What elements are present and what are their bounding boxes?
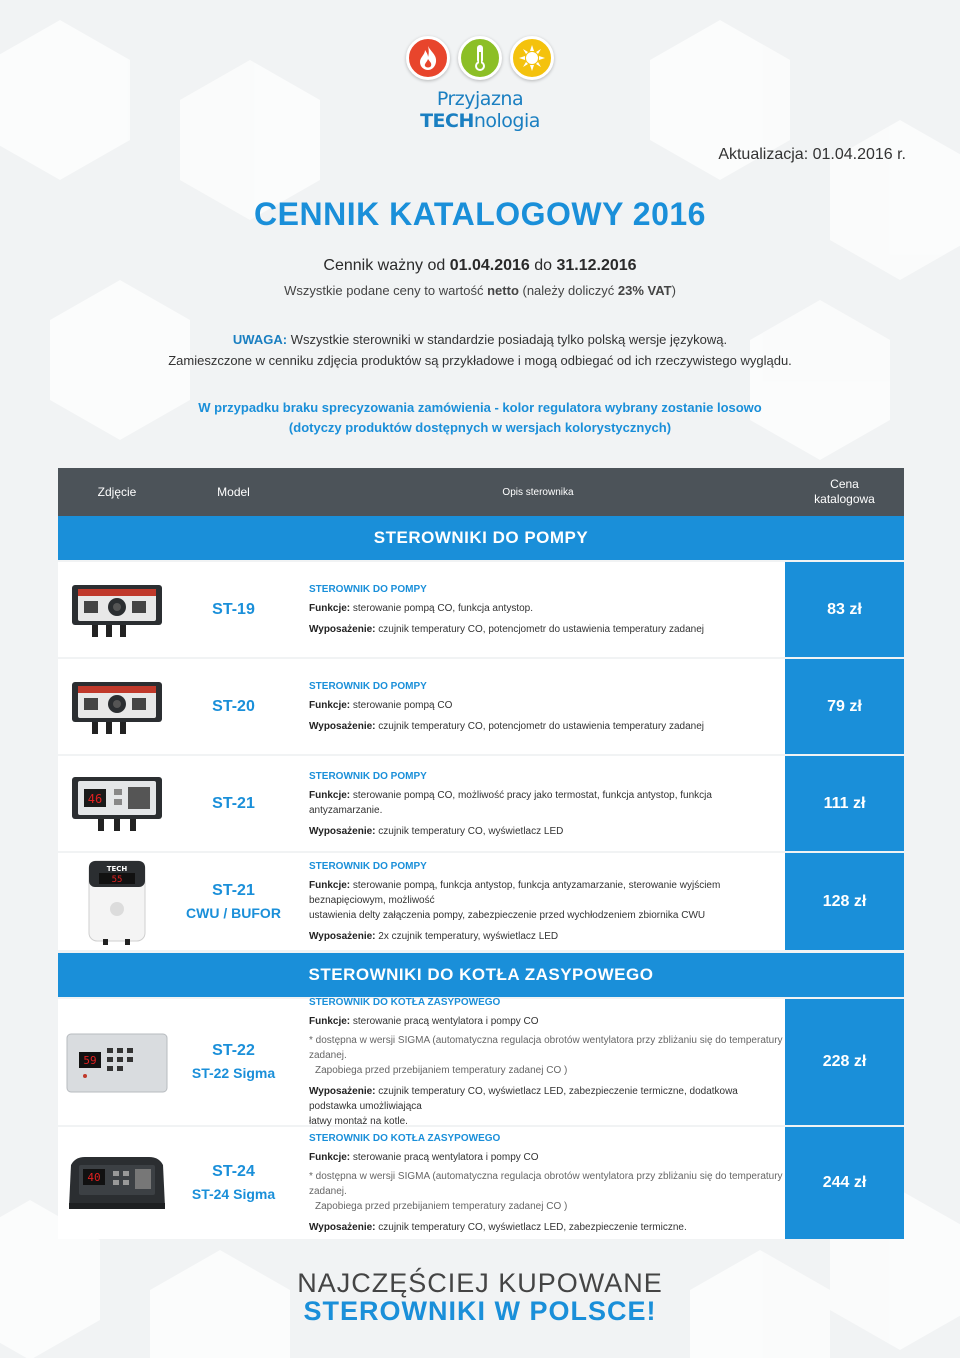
sun-icon <box>510 36 554 80</box>
product-description: STEROWNIK DO KOTŁA ZASYPOWEGO Funkcje: sterowanie pracą wentylatora i pompy CO * dostępna w wersji SIGMA (automatyczna regulacja obrotów wentylatora przy zbliżaniu się do temperatury zadanej. Zapobiega przed przebijaniem temperatury zadanej CO ) Wyposażenie: czujnik temperatury CO, wyświetlacz LED, zabezpieczenie termiczne, dodatkowa podstawka umożliwiająca łatwy montaż na kotle. <box>309 997 783 1127</box>
col-model: Model <box>217 485 250 499</box>
col-description: Opis sterownika <box>502 486 574 498</box>
table-row <box>58 1127 904 1239</box>
model-name: ST-22 ST-22 Sigma <box>191 1042 276 1081</box>
table-row <box>58 999 904 1125</box>
product-photo-st19 <box>58 562 176 657</box>
table-row <box>58 853 904 950</box>
price-cell: 83 zł <box>785 562 904 657</box>
section-pump-controllers: STEROWNIKI DO POMPY <box>58 516 904 560</box>
product-photo-st21 <box>58 756 176 851</box>
model-name: ST-21 CWU / BUFOR <box>186 881 281 921</box>
price-cell: 228 zł <box>785 999 904 1125</box>
page-title: CENNIK KATALOGOWY 2016 <box>254 196 706 232</box>
table-header <box>58 468 904 516</box>
product-description: STEROWNIK DO KOTŁA ZASYPOWEGO Funkcje: sterowanie pracą wentylatora i pompy CO * dostępna w wersji SIGMA (automatyczna regulacja obrotów wentylatora przy zbliżaniu się do temperatury zadanej. Zapobiega przed przebijaniem temperatury zadanej CO ) Wyposażenie: czujnik temperatury CO, wyświetlacz LED, zabezpieczenie termiczne. <box>309 1133 783 1233</box>
table-row <box>58 659 904 754</box>
thermometer-icon <box>458 36 502 80</box>
model-name: ST-24 ST-24 Sigma <box>191 1163 276 1202</box>
photo-disclaimer: Zamieszczone w cenniku zdjęcia produktów są przykładowe i mogą odbiegać od ich rzeczywistego wyglądu. <box>168 353 792 368</box>
brand-wordmark: Przyjazna TECHnologia <box>420 88 540 132</box>
led-display: 59 <box>83 1054 97 1067</box>
col-price: Cena katalogowa <box>814 477 875 506</box>
footer-slogan-line1: NAJCZĘŚCIEJ KUPOWANE <box>297 1268 663 1298</box>
led-display: 55 <box>111 874 123 885</box>
validity-period: Cennik ważny od 01.04.2016 do 31.12.2016 <box>323 257 637 274</box>
price-cell: 79 zł <box>785 659 904 754</box>
product-photo-st21-cwu <box>58 853 176 950</box>
led-display: 40 <box>87 1171 101 1184</box>
product-description: STEROWNIK DO POMPY Funkcje: sterowanie pompą CO, funkcja antystop. Wyposażenie: czujnik temperatury CO, potencjometr do ustawienia temperatury zadanej <box>309 584 704 635</box>
price-cell: 244 zł <box>785 1127 904 1239</box>
price-cell: 128 zł <box>785 853 904 950</box>
update-date: Aktualizacja: 01.04.2016 r. <box>718 146 906 163</box>
language-warning: UWAGA: Wszystkie sterowniki w standardzie posiadają tylko polską wersje językową. <box>232 332 728 347</box>
section-boiler-controllers: STEROWNIKI DO KOTŁA ZASYPOWEGO <box>58 953 904 997</box>
model-name: ST-21 <box>212 794 255 812</box>
color-notice: W przypadku braku sprecyzowania zamówienia - kolor regulatora wybrany zostanie losowo (dotyczy produktów dostępnych w wersjach kolorystycznych) <box>198 400 762 435</box>
model-name: ST-20 <box>212 697 255 715</box>
model-name: ST-19 <box>212 600 255 618</box>
col-photo: Zdjęcie <box>97 485 137 499</box>
led-display: 46 <box>87 791 103 806</box>
footer-slogan-line2: STEROWNIKI W POLSCE! <box>303 1296 657 1326</box>
product-photo-st24 <box>58 1127 176 1239</box>
device-brand-label: TECH <box>106 864 128 873</box>
brand-logo <box>390 36 570 132</box>
vat-note: Wszystkie podane ceny to wartość netto (należy doliczyć 23% VAT) <box>284 283 676 298</box>
flame-icon <box>406 36 450 80</box>
table-row <box>58 756 904 851</box>
price-cell: 111 zł <box>785 756 904 851</box>
product-description: STEROWNIK DO POMPY Funkcje: sterowanie pompą CO Wyposażenie: czujnik temperatury CO, potencjometr do ustawienia temperatury zadanej <box>309 681 704 732</box>
product-description: STEROWNIK DO POMPY Funkcje: sterowanie pompą, funkcja antystop, funkcja antyzamarzanie, sterowanie wyjściem beznapięciowym, możliwość ustawienia delty załączenia pompy, zabezpieczenie przed wychłodzeniem zbiornika CWU Wyposażenie: 2x czujnik temperatury, wyświetlacz LED <box>309 861 721 942</box>
product-description: STEROWNIK DO POMPY Funkcje: sterowanie pompą CO, możliwość pracy jako termostat, funkcja antystop, funkcja antyzamarzanie. Wyposażenie: czujnik temperatury CO, wyświetlacz LED <box>309 770 712 837</box>
product-photo-st20 <box>58 659 176 754</box>
product-photo-st22 <box>58 999 176 1125</box>
table-row <box>58 562 904 657</box>
